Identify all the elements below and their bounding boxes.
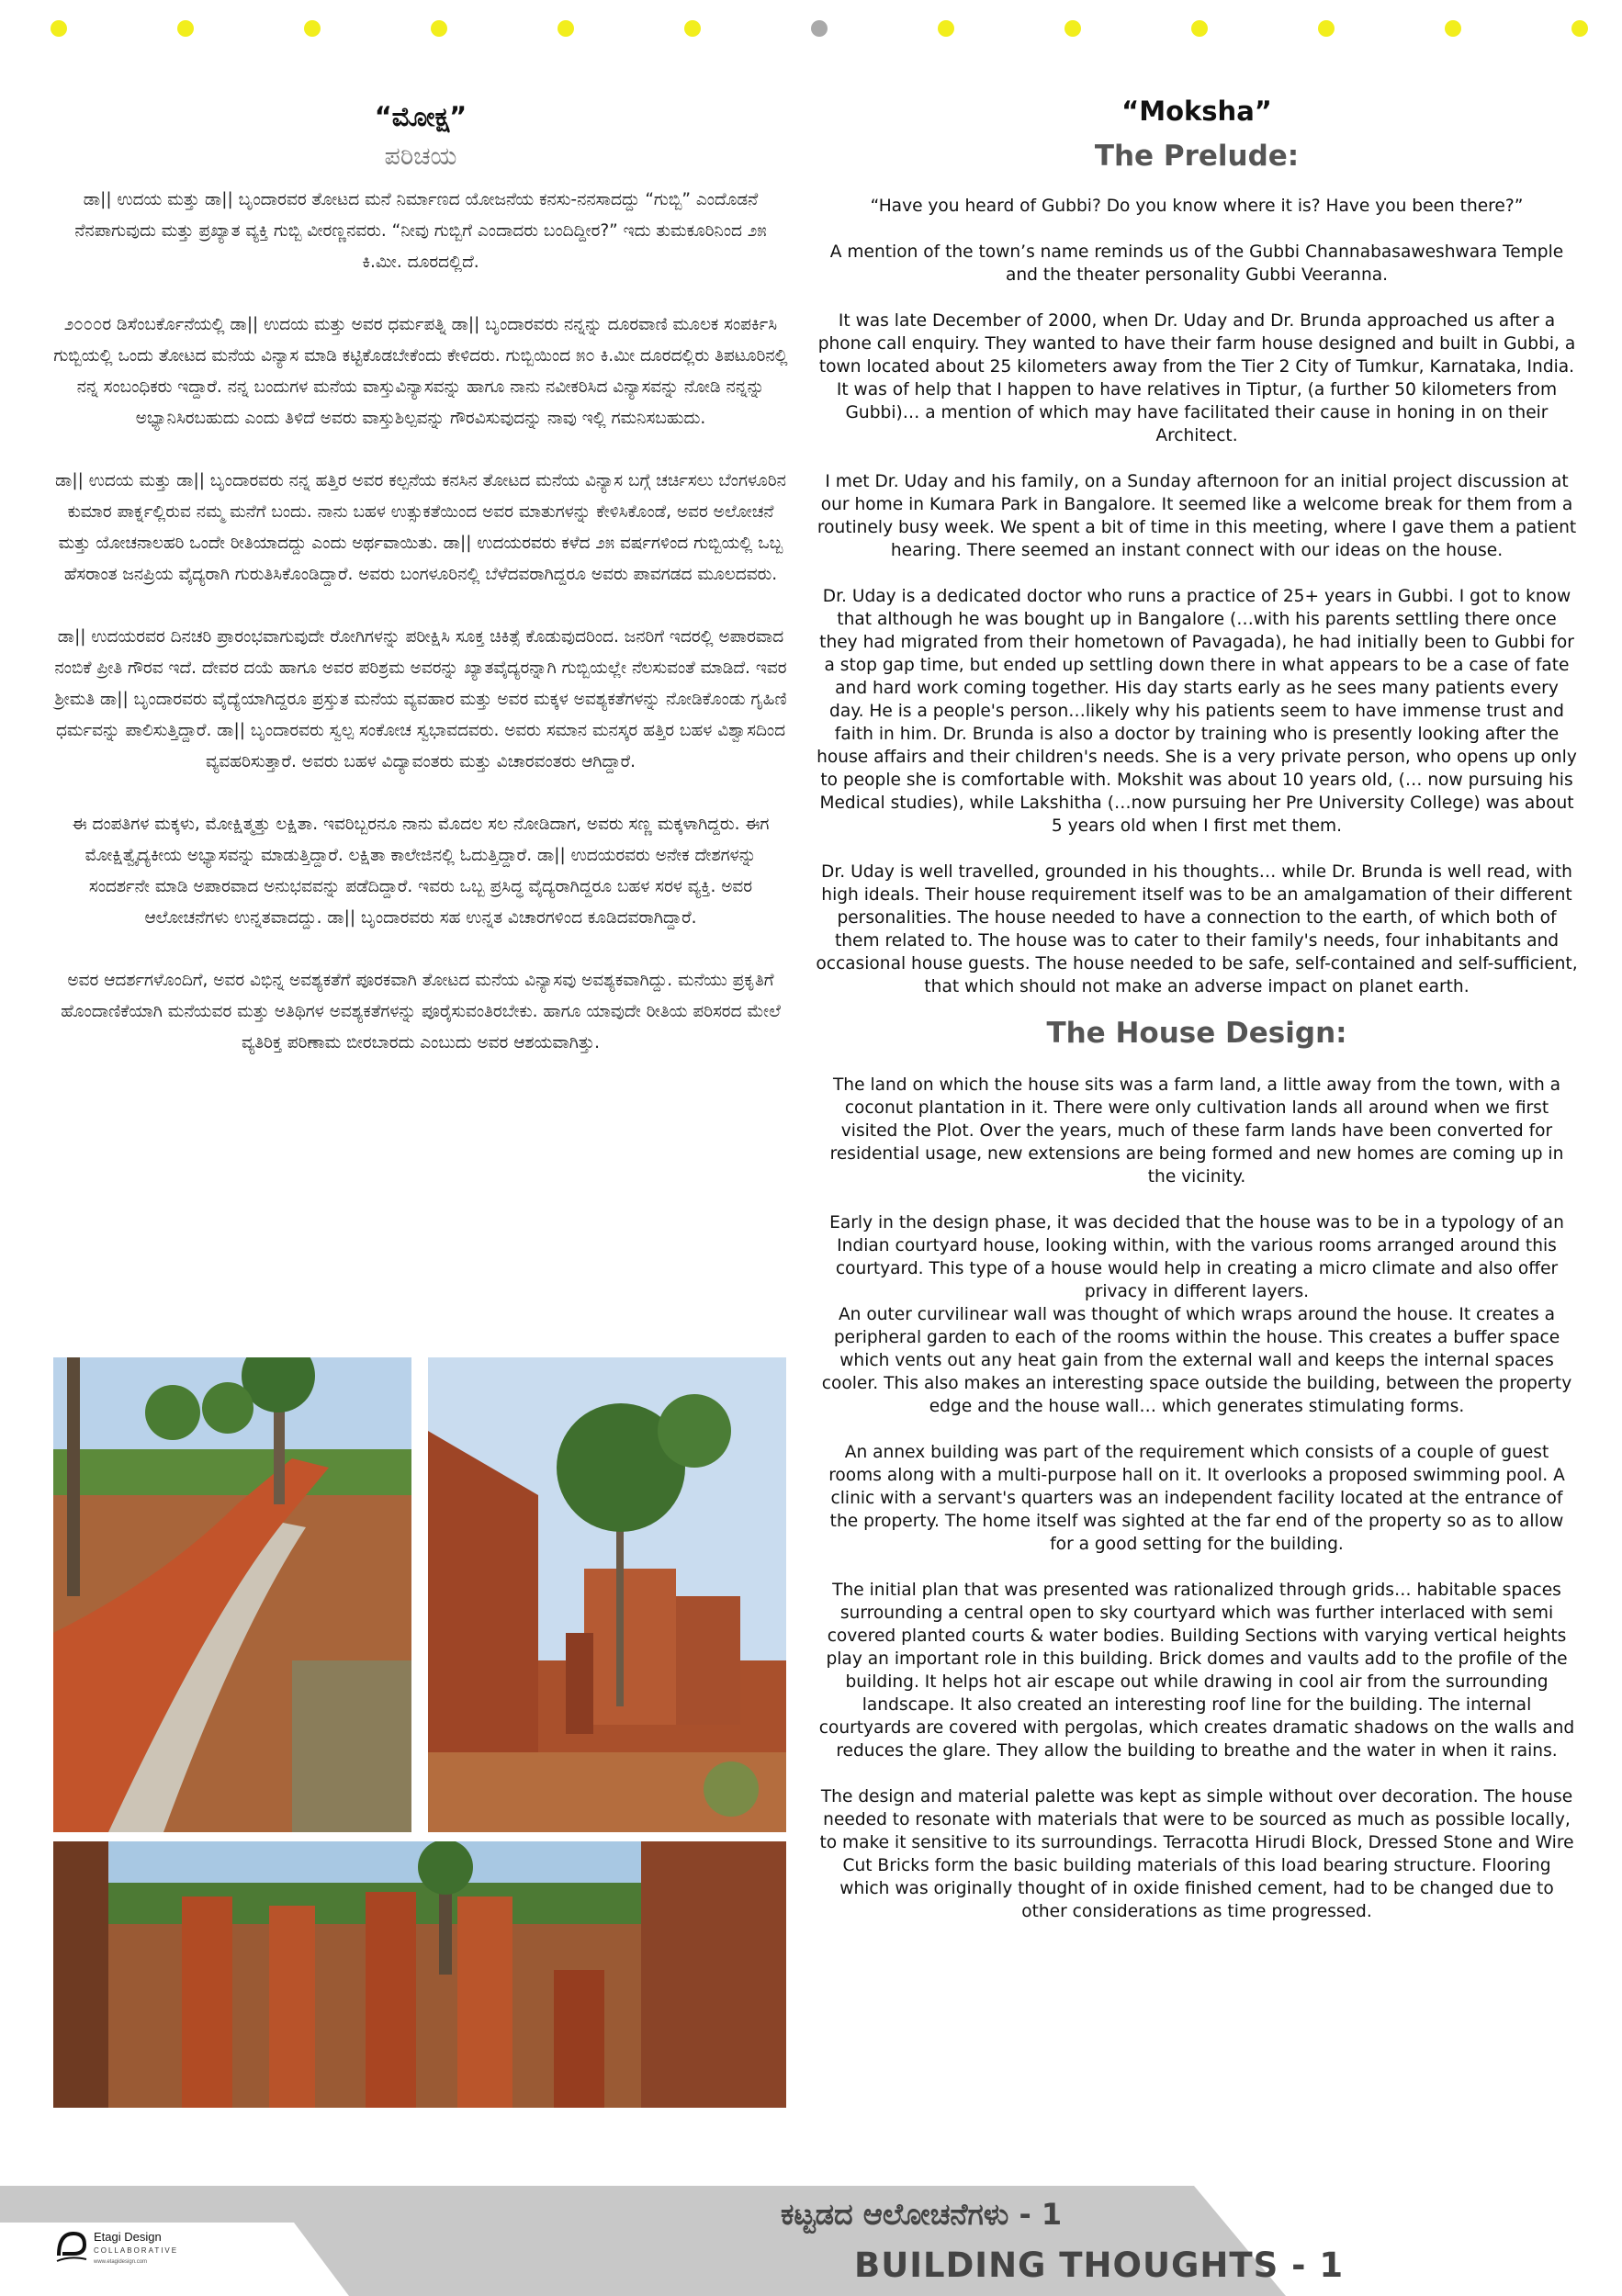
prelude-paragraph: I met Dr. Uday and his family, on a Sunday afternoon for an initial project discussion at our home in Kumara Park in Bangalore. It seemed like a welcome break for them from a routinely busy week. We spent a bit of time in this meeting, where I gave them a patient hearing. There seemed an instant connect with our ideas on the house. bbox=[817, 472, 1577, 560]
photo-brick-wall-with-palms bbox=[428, 1357, 786, 1832]
photo-curved-brick-wall bbox=[53, 1357, 411, 1832]
prelude-paragraph: It was late December of 2000, when Dr. Uday and Dr. Brunda approached us after a phone call enquiry. They wanted to have their farm house designed and built in Gubbi, a town located about 25 kilometers away from the Tier 2 City of Tumkur, Karnataka, India. It was of help that I happen to have relatives in Tiptur, (a further 50 kilometers from Gubbi)… a mention of which may have facilitated their cause in honing in on their Architect. bbox=[817, 311, 1576, 445]
decor-dot bbox=[177, 20, 194, 37]
design-paragraph: The design and material palette was kept as simple without over decoration. The house needed to resonate with materials that were to be sourced as much as possible locally, to make it sensitive to its surroundings. Terracotta Hirudi Block, Dressed Stone and Wire Cut Bricks form the basic building materials of this load bearing structure. Flooring which was originally thought of in oxide finished cement, had to be changed due to other considerations as time progressed. bbox=[819, 1787, 1574, 1921]
decor-dot bbox=[431, 20, 447, 37]
decor-dot bbox=[1318, 20, 1335, 37]
decor-dot bbox=[1445, 20, 1461, 37]
decor-dot bbox=[558, 20, 574, 37]
company-logo bbox=[53, 2221, 237, 2290]
decor-dot bbox=[1191, 20, 1208, 37]
decor-dot bbox=[684, 20, 701, 37]
design-paragraph: An outer curvilinear wall was thought of which wraps around the house. It creates a peripheral garden to each of the rooms within the house. This creates a buffer space which vents out any heat gain from the external wall and keeps the internal spaces cooler. This also makes an interesting space outside the building, between the property edge and the house wall… which generates stimulating forms. bbox=[821, 1305, 1572, 1416]
prelude-heading: The Prelude: bbox=[1094, 140, 1300, 173]
prelude-paragraph: A mention of the town’s name reminds us of the Gubbi Channabasaweshwara Temple and the theater personality Gubbi Veeranna. bbox=[829, 242, 1564, 285]
prelude-paragraph: Dr. Uday is a dedicated doctor who runs a practice of 25+ years in Gubbi. I got to know that although he was bought up in Bangalore (…with his parents settling there once they had migrated from their hometown of Pavagada), he had initially been to Gubbi for a stop gap time, but ended up settling down there in what appears to be a case of fate and hard work coming together. His day starts early as he sees many patients every day. He is a people's person…likely why his patients seem to have immense trust and faith in him. Dr. Brunda is also a doctor by training who is presently looking after the house affairs and their children's needs. She is a very private person, who opens up only to people she is comfortable with. Mokshit was about 10 years old, (… now pursuing his Medical studies), while Lakshitha (…now pursuing her Pre University College) was about 5 years old when I first met them. bbox=[817, 587, 1577, 836]
design-paragraph: Early in the design phase, it was decided that the house was to be in a typology of an Indian courtyard house, looking within, with the various rooms arranged around this courtyard. This type of a house would help in creating a micro climate and also offer privacy in different layers. bbox=[829, 1213, 1564, 1301]
prelude-paragraph: “Have you heard of Gubbi? Do you know where it is? Have you been there?” bbox=[870, 197, 1524, 216]
decor-dot bbox=[1571, 20, 1588, 37]
decor-dot bbox=[51, 20, 67, 37]
kannada-column bbox=[53, 101, 788, 1090]
decor-dot-active bbox=[811, 20, 828, 37]
decor-dot bbox=[938, 20, 954, 37]
design-paragraph: The initial plan that was presented was rationalized through grids… habitable spaces surrounding a central open to sky courtyard which was further interlaced with semi covered planted courts & water bodies. Building Sections with varying vertical heights play an important role in this building. Brick domes and vaults add to the profile of the building. It helps hot air escape out while drawing in cool air from the surrounding landscape. It also created an interesting roof line for the building. The internal courtyards are covered with pergolas, which creates dramatic shadows on the walls and reduces the glare. They allow the building to breathe and the water in when it rains. bbox=[818, 1581, 1575, 1761]
prelude-paragraph: Dr. Uday is well travelled, grounded in his thoughts… while Dr. Brunda is well read, with high ideals. Their house requirement itself was to be an amalgamation of their different personalities. The house needed to have a connection to the earth, of which both of them related to. The house was to cater to their family's needs, four inhabitants and occasional house guests. The house needed to be safe, self-contained and self-sufficient, that which should not make an adverse impact on planet earth. bbox=[816, 862, 1578, 996]
kannada-paragraph: ಈ ದಂಪತಿಗಳ ಮಕ್ಕಳು, ಮೋಕ್ಷಿತ್ಮತ್ತು ಲಕ್ಷಿತಾ. ಇವರಿಬ್ಬರನೂ ನಾನು ಮೊದಲ ಸಲ ನೋಡಿದಾಗ, ಅವರು ಸಣ್ಣ ಮಕ್ಕಳಾಗಿದ್ದರು. ಈಗ ಮೋಕ್ಷಿತ್ವೈದ್ಯಕೀಯ ಅಭ್ಯಾಸವನ್ನು ಮಾಡುತ್ತಿದ್ದಾರೆ. ಲಕ್ಷಿತಾ ಕಾಲೇಜಿನಲ್ಲಿ ಓದುತ್ತಿದ್ದಾರೆ. ಡಾ|| ಉದಯರವರು ಅನೇಕ ದೇಶಗಳನ್ನು ಸಂದರ್ಶನೇ ಮಾಡಿ ಅಪಾರವಾದ ಅನುಭವವನ್ನು ಪಡೆದಿದ್ದಾರೆ. ಇವರು ಒಬ್ಬ ಪ್ರಸಿದ್ಧ ವೈದ್ಯರಾಗಿದ್ದರೂ ಬಹಳ ಸರಳ ವ್ಯಕ್ತಿ. ಅವರ ಆಲೋಚನೆಗಳು ಉನ್ನತವಾದದ್ದು. ಡಾ|| ಬೃಂದಾರವರು ಸಹ ಉನ್ನತ ವಿಚಾರಗಳಿಂದ ಕೂಡಿದವರಾಗಿದ್ದಾರೆ. bbox=[72, 815, 770, 928]
kannada-subtitle: ಪರಿಚಯ bbox=[384, 142, 457, 171]
house-design-heading: The House Design: bbox=[1046, 1017, 1347, 1050]
decor-dot bbox=[304, 20, 321, 37]
english-column bbox=[816, 96, 1578, 1946]
footer-kannada-title: ಕಟ್ಟಡದ ಆಲೋಚನೆಗಳು - 1 bbox=[781, 2197, 1063, 2232]
logo-url: www.etagidesign.com bbox=[94, 2259, 148, 2265]
kannada-paragraph: ಡಾ|| ಉದಯ ಮತ್ತು ಡಾ|| ಬೃಂದಾರವರ ತೋಟದ ಮನೆ ನಿರ್ಮಾಣದ ಯೋಜನೆಯ ಕನಸು-ನನಸಾದದ್ದು “ಗುಬ್ಬಿ” ಎಂದೊಡನೆ ನೆನಪಾಗುವುದು ಮತ್ತು ಪ್ರಖ್ಯಾತ ವ್ಯಕ್ತಿ ಗುಬ್ಬಿ ವೀರಣ್ಣನವರು. “ನೀವು ಗುಬ್ಬಿಗೆ ಎಂದಾದರು ಬಂದಿದ್ದೀರ?” ಇದು ತುಮಕೂರಿನಿಂದ ೨೫ ಕಿ.ಮೀ. ದೂರದಲ್ಲಿದೆ. bbox=[74, 190, 767, 272]
logo-name: Etagi Design bbox=[94, 2230, 162, 2244]
kannada-paragraph: ಡಾ|| ಉದಯರವರ ದಿನಚರಿ ಪ್ರಾರಂಭವಾಗುವುದೇ ರೋಗಿಗಳನ್ನು ಪರೀಕ್ಷಿಸಿ ಸೂಕ್ತ ಚಿಕಿತ್ಸೆ ಕೊಡುವುದರಿಂದ. ಜನರಿಗೆ ಇದರಲ್ಲಿ ಅಪಾರವಾದ ನಂಬಿಕೆ ಪ್ರೀತಿ ಗೌರವ ಇದೆ. ದೇವರ ದಯೆ ಹಾಗೂ ಅವರ ಪರಿಶ್ರಮ ಅವರನ್ನು ಖ್ಯಾತವೈದ್ಯರನ್ನಾಗಿ ಗುಬ್ಬಿಯಲ್ಲೇ ನೆಲಸುವಂತೆ ಮಾಡಿದೆ. ಇವರ ಶ್ರೀಮತಿ ಡಾ|| ಬೃಂದಾರವರು ವೈದ್ಯೆಯಾಗಿದ್ದರೂ ಪ್ರಸ್ತುತ ಮನೆಯ ವ್ಯವಹಾರ ಮತ್ತು ಅವರ ಮಕ್ಕಳ ಅವಶ್ಯಕತೆಗಳನ್ನು ನೋಡಿಕೊಂಡು ಗೃಹಿಣಿ ಧರ್ಮವನ್ನು ಪಾಲಿಸುತ್ತಿದ್ದಾರೆ. ಡಾ|| ಬೃಂದಾರವರು ಸ್ವಲ್ಪ ಸಂಕೋಚ ಸ್ವಭಾವದವರು. ಅವರು ಸಮಾನ ಮನಸ್ಕರ ಹತ್ತಿರ ಬಹಳ ವಿಶ್ವಾಸದಿಂದ ವ್ಯವಹರಿಸುತ್ತಾರೆ. ಅವರು ಬಹಳ ವಿದ್ಯಾವಂತರು ಮತ್ತು ವಿಚಾರವಂತರು ಆಗಿದ್ದಾರೆ. bbox=[54, 627, 787, 771]
decor-dot bbox=[1064, 20, 1081, 37]
logo-subtitle: COLLABORATIVE bbox=[94, 2246, 179, 2255]
english-title: “Moksha” bbox=[1121, 96, 1272, 127]
kannada-paragraph: ೨೦೦೦ರ ಡಿಸೆಂಬರ್ಕೊನೆಯಲ್ಲಿ ಡಾ|| ಉದಯ ಮತ್ತು ಅವರ ಧರ್ಮಪತ್ನಿ ಡಾ|| ಬೃಂದಾರವರು ನನ್ನನ್ನು ದೂರವಾಣಿ ಮೂಲಕ ಸಂಪರ್ಕಿಸಿ ಗುಬ್ಬಿಯಲ್ಲಿ ಒಂದು ತೋಟದ ಮನೆಯ ವಿನ್ಯಾಸ ಮಾಡಿ ಕಟ್ಟಿಕೊಡಬೇಕೆಂದು ಕೇಳಿದರು. ಗುಬ್ಬಿಯಿಂದ ೫೦ ಕಿ.ಮೀ ದೂರದಲ್ಲಿರು ತಿಪಟೂರಿನಲ್ಲಿ ನನ್ನ ಸಂಬಂಧಿಕರು ಇದ್ದಾರೆ. ನನ್ನ ಬಂದುಗಳ ಮನೆಯ ವಾಸ್ತುವಿನ್ಯಾಸವನ್ನು ಹಾಗೂ ನಾನು ನವೀಕರಿಸಿದ ವಿನ್ಯಾಸವನ್ನು ನೋಡಿ ನನ್ನನ್ನು ಅಭ್ಯಾನಿಸಿರಬಹುದು ಎಂದು ತಿಳಿದೆ ಅವರು ವಾಸ್ತುಶಿಲ್ಪವನ್ನು ಗೌರವಿಸುವುದನ್ನು ನಾವು ಇಲ್ಲಿ ಗಮನಿಸಬಹುದು. bbox=[53, 315, 788, 428]
kannada-title: “ಮೋಕ್ಷ” bbox=[374, 101, 467, 132]
photo-brick-pillars bbox=[53, 1841, 786, 2108]
kannada-paragraph: ಡಾ|| ಉದಯ ಮತ್ತು ಡಾ|| ಬೃಂದಾರವರು ನನ್ನ ಹತ್ತಿರ ಅವರ ಕಲ್ಪನೆಯ ಕನಸಿನ ತೋಟದ ಮನೆಯ ವಿನ್ಯಾಸ ಬಗ್ಗೆ ಚರ್ಚಿಸಲು ಬೆಂಗಳೂರಿನ ಕುಮಾರ ಪಾರ್ಕ್ನಲ್ಲಿರುವ ನಮ್ಮ ಮನೆಗೆ ಬಂದು. ನಾನು ಬಹಳ ಉತ್ಸುಕತೆಯಿಂದ ಅವರ ಮಾತುಗಳನ್ನು ಕೇಳಿಸಿಕೊಂಡೆ, ಅವರ ಅಲೋಚನೆ ಮತ್ತು ಯೋಚನಾಲಹರಿ ಒಂದೇ ರೀತಿಯಾದದ್ದು ಎಂದು ಅರ್ಥವಾಯಿತು. ಡಾ|| ಉದಯರವರು ಕಳೆದ ೨೫ ವರ್ಷಗಳಿಂದ ಗುಬ್ಬಿಯಲ್ಲಿ ಒಬ್ಬ ಹೆಸರಾಂತ ಜನಪ್ರಿಯ ವೈದ್ಯರಾಗಿ ಗುರುತಿಸಿಕೊಂಡಿದ್ದಾರೆ. ಅವರು ಬಂಗಳೂರಿನಲ್ಲಿ ಬೆಳೆದವರಾಗಿದ್ದರೂ ಅವರು ಪಾವಗಡದ ಮೂಲದವರು. bbox=[55, 471, 786, 584]
dot-row bbox=[0, 20, 1622, 40]
footer-english-title: BUILDING THOUGHTS - 1 bbox=[854, 2245, 1345, 2285]
logo-mark-icon bbox=[53, 2228, 90, 2265]
kannada-paragraph: ಅವರ ಆದರ್ಶಗಳೊಂದಿಗೆ, ಅವರ ವಿಭಿನ್ನ ಅವಶ್ಯಕತೆಗೆ ಪೂರಕವಾಗಿ ತೋಟದ ಮನೆಯ ವಿನ್ಯಾಸವು ಅವಶ್ಯಕವಾಗಿದ್ದು. ಮನೆಯು ಪ್ರಕೃತಿಗೆ ಹೊಂದಾಣಿಕೆಯಾಗಿ ಮನೆಯವರ ಮತ್ತು ಅತಿಥಿಗಳ ಅವಶ್ಯಕತೆಗಳನ್ನು ಪೂರೈಸುವಂತಿರಬೇಕು. ಹಾಗೂ ಯಾವುದೇ ರೀತಿಯ ಪರಿಸರದ ಮೇಲೆ ವ್ಯತಿರಿಕ್ತ ಪರಿಣಾಮ ಬೀರಬಾರದು ಎಂಬುದು ಅವರ ಆಶಯವಾಗಿತ್ತು. bbox=[61, 971, 781, 1052]
design-paragraph: An annex building was part of the requirement which consists of a couple of guest rooms along with a multi-purpose hall on it. It overlooks a proposed swimming pool. A clinic with a servant's quarters was an independent facility located at the entrance of the property. The home itself was sighted at the far end of the property so as to allow for a good setting for the building. bbox=[828, 1443, 1565, 1554]
design-paragraph: The land on which the house sits was a farm land, a little away from the town, with a coconut plantation in it. There were only cultivation lands all around when we first visited the Plot. Over the years, much of these farm lands have been converted for residential usage, new extensions are being formed and new homes are coming up in the vicinity. bbox=[829, 1075, 1564, 1187]
